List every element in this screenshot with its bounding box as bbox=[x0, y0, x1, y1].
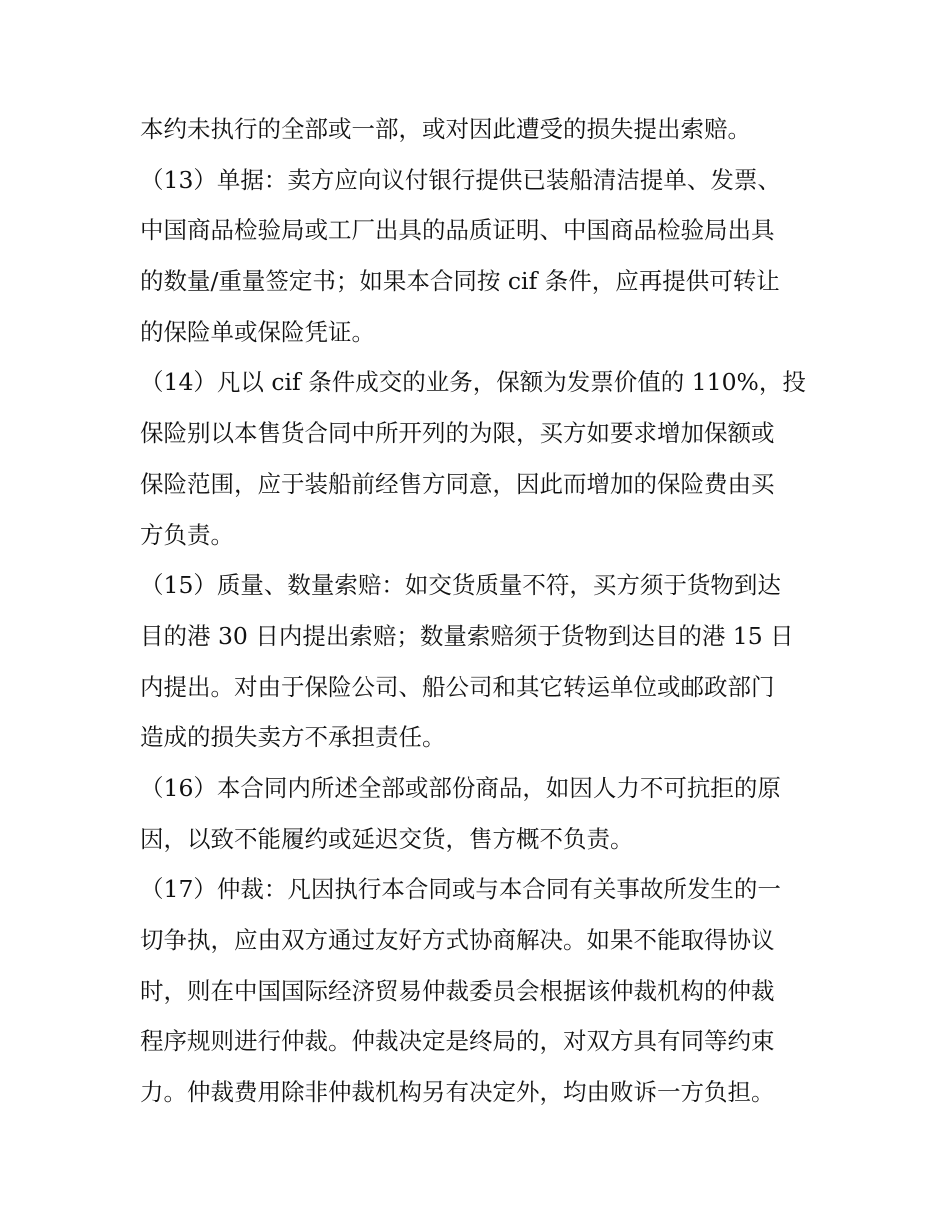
text-line: 方负责。 bbox=[140, 520, 234, 549]
text-line: 保险范围，应于装船前经售方同意，因此而增加的保险费由买 bbox=[140, 469, 775, 498]
text-line: 程序规则进行仲裁。仲裁决定是终局的，对双方具有同等约束 bbox=[140, 1027, 775, 1056]
text-line: 力。仲裁费用除非仲裁机构另有决定外，均由败诉一方负担。 bbox=[140, 1078, 775, 1107]
text-line: 保险别以本售货合同中所开列的为限，买方如要求增加保额或 bbox=[140, 419, 775, 448]
text-line: 切争执，应由双方通过友好方式协商解决。如果不能取得协议 bbox=[140, 926, 775, 954]
text-line: 造成的损失卖方不承担责任。 bbox=[140, 723, 446, 752]
contract-clauses-text bbox=[140, 104, 820, 1118]
text-line: 的保险单或保险凭证。 bbox=[140, 317, 375, 346]
text-line: （14）凡以 cif 条件成交的业务，保额为发票价值的 110%，投 bbox=[140, 368, 806, 397]
text-line: 本约未执行的全部或一部，或对因此遭受的损失提出索赔。 bbox=[140, 115, 751, 143]
text-line: 中国商品检验局或工厂出具的品质证明、中国商品检验局出具 bbox=[140, 216, 775, 245]
text-line: 的数量/重量签定书；如果本合同按 cif 条件，应再提供可转让 bbox=[140, 267, 780, 296]
text-line: 目的港 30 日内提出索赔；数量索赔须于货物到达目的港 15 日 bbox=[140, 621, 794, 650]
text-line: （15）质量、数量索赔：如交货质量不符，买方须于货物到达 bbox=[140, 571, 781, 600]
text-line: （17）仲裁：凡因执行本合同或与本合同有关事故所发生的一 bbox=[140, 875, 781, 904]
text-line: 因，以致不能履约或延迟交货，售方概不负责。 bbox=[140, 824, 634, 853]
text-line: 时，则在中国国际经济贸易仲裁委员会根据该仲裁机构的仲裁 bbox=[140, 976, 775, 1005]
text-line: （16）本合同内所述全部或部份商品，如因人力不可抗拒的原 bbox=[140, 773, 781, 802]
text-line: （13）单据：卖方应向议付银行提供已装船清洁提单、发票、 bbox=[140, 165, 781, 194]
text-line: 内提出。对由于保险公司、船公司和其它转运单位或邮政部门 bbox=[140, 672, 775, 701]
